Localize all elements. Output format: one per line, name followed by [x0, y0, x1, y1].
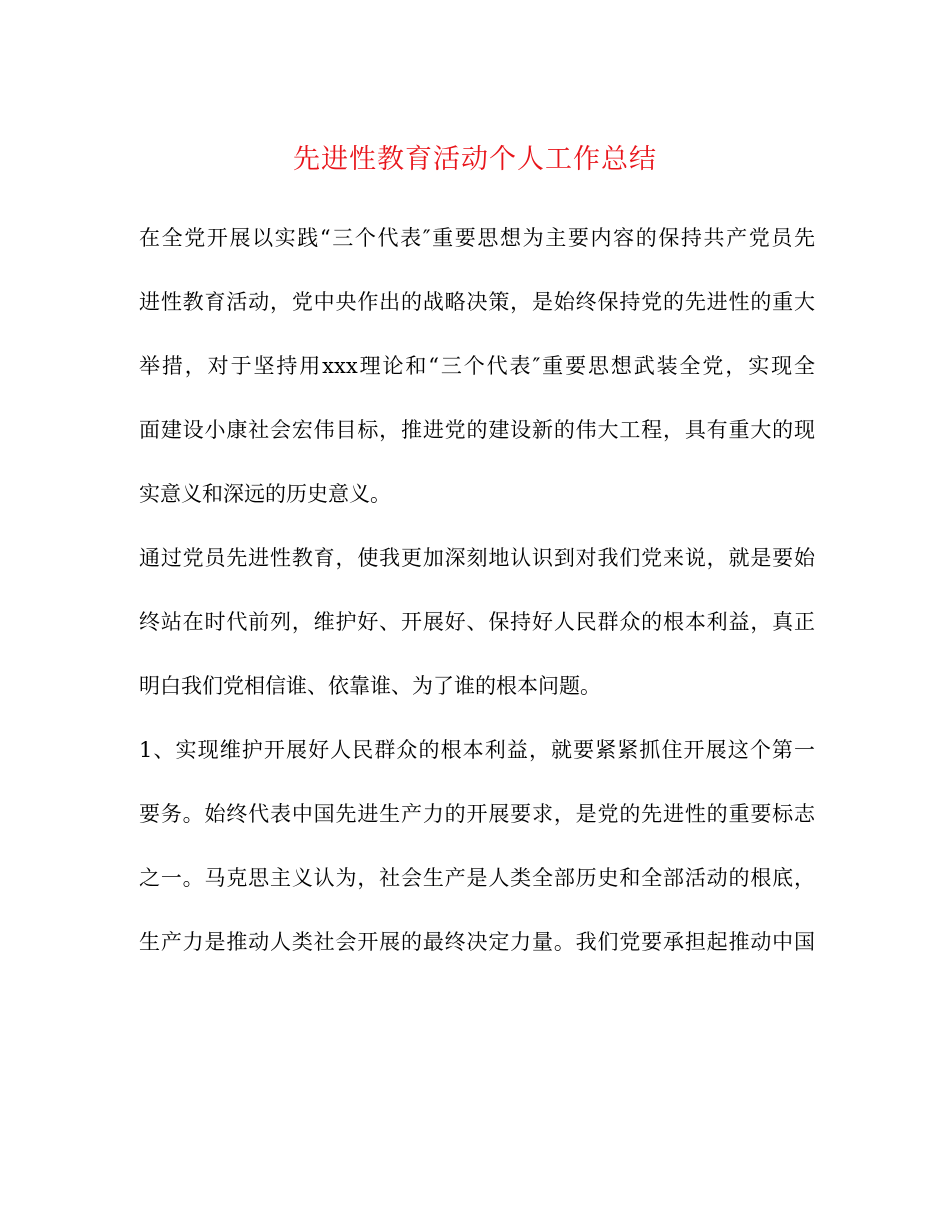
paragraph-line: 通过党员先进性教育，使我更加深刻地认识到对我们党来说，就是要始	[139, 546, 815, 570]
paragraph-line: 在全党开展以实践“三个代表″重要思想为主要内容的保持共产党员先	[139, 226, 815, 250]
paragraph-line: 生产力是推动人类社会开展的最终决定力量。我们党要承担起推动中国	[139, 930, 815, 954]
document-body	[139, 206, 815, 974]
document-title: 先进性教育活动个人工作总结	[293, 144, 657, 175]
paragraph-line: 举措，对于坚持用xxx理论和“三个代表″重要思想武装全党，实现全	[139, 354, 815, 378]
paragraph-line: 要务。始终代表中国先进生产力的开展要求，是党的先进性的重要标志	[139, 802, 815, 826]
paragraph-line: 1、实现维护开展好人民群众的根本利益，就要紧紧抓住开展这个第一	[139, 738, 815, 762]
paragraph-line: 明白我们党相信谁、依靠谁、为了谁的根本问题。	[139, 674, 601, 698]
paragraph-line: 终站在时代前列，维护好、开展好、保持好人民群众的根本利益，真正	[139, 610, 815, 634]
paragraph-line: 实意义和深远的历史意义。	[139, 482, 391, 506]
paragraph-line: 进性教育活动，党中央作出的战略决策，是始终保持党的先进性的重大	[139, 290, 815, 314]
paragraph-line: 面建设小康社会宏伟目标，推进党的建设新的伟大工程，具有重大的现	[139, 418, 815, 442]
paragraph-line: 之一。马克思主义认为，社会生产是人类全部历史和全部活动的根底，	[139, 866, 815, 890]
